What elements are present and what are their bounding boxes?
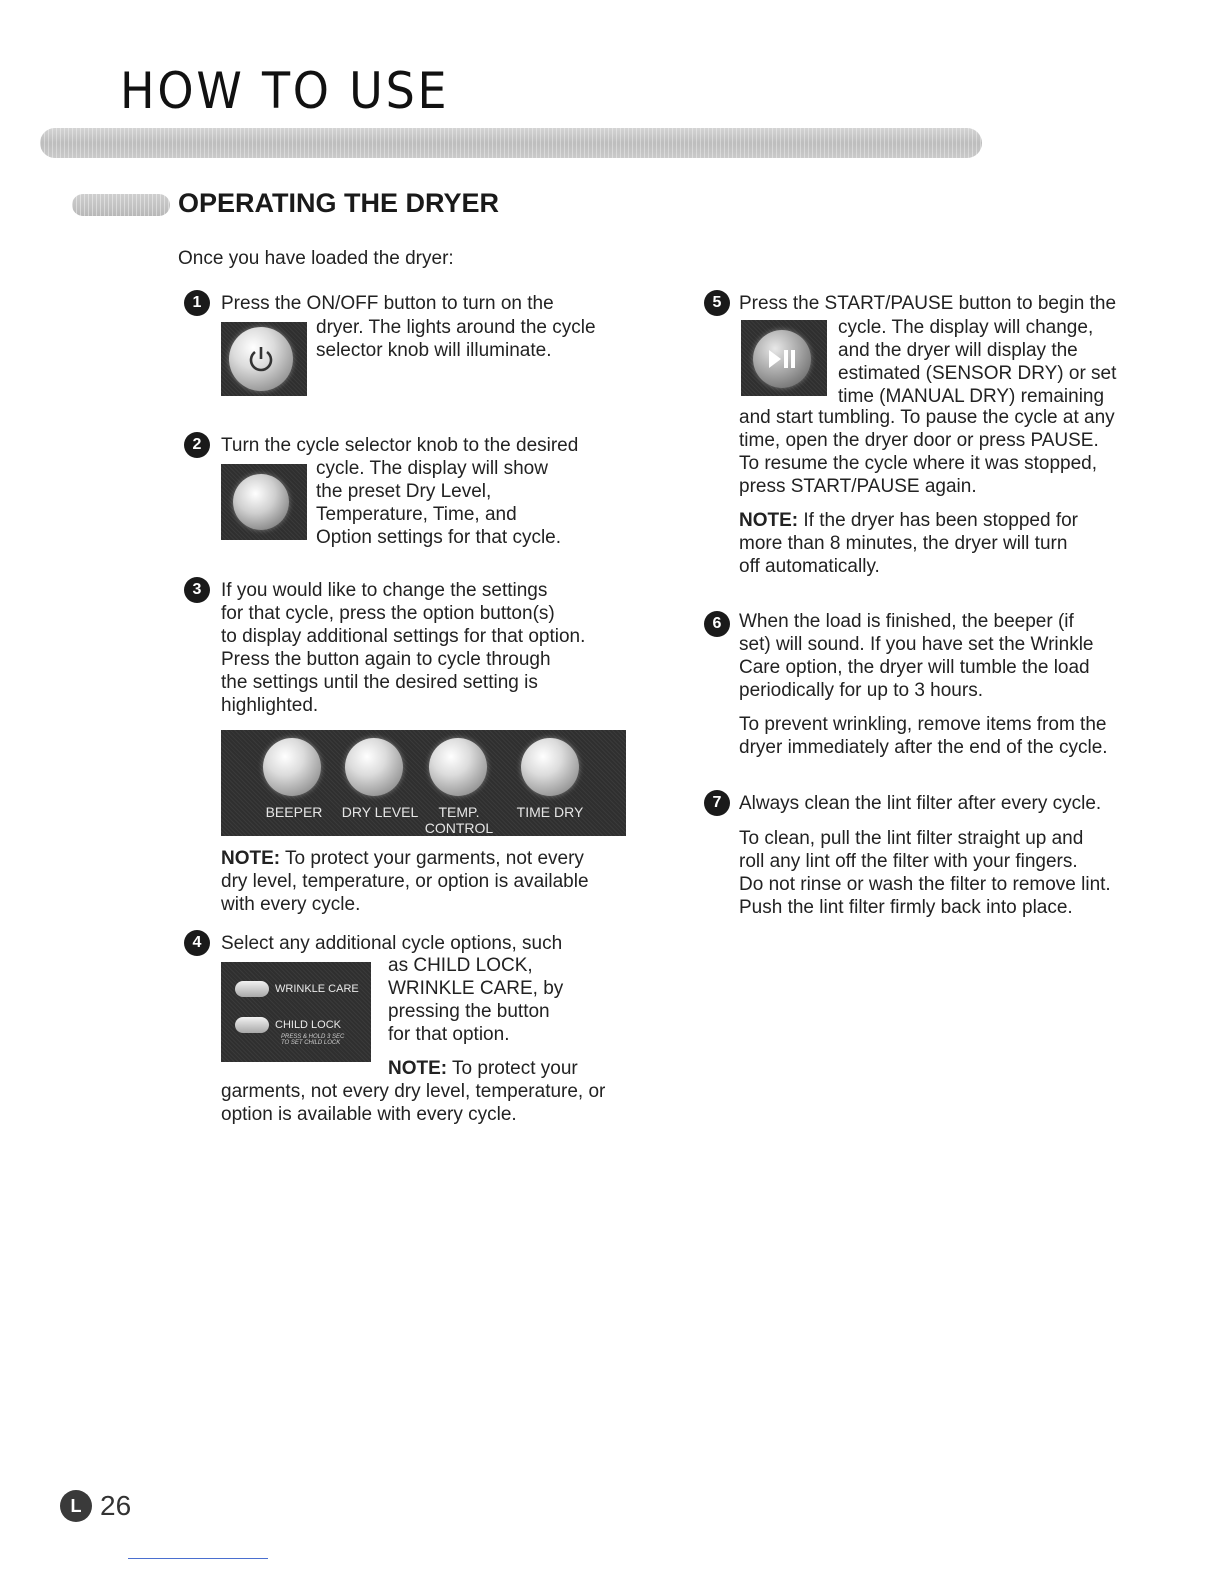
play-pause-icon (767, 348, 797, 370)
power-icon (245, 343, 277, 375)
wrinkle-care-label: WRINKLE CARE (275, 983, 359, 995)
intro-text: Once you have loaded the dryer: (178, 248, 454, 269)
step-6-para2: To prevent wrinkling, remove items from the dryer immediately after the end of the cycle. (739, 714, 1108, 758)
step-1-text: Press the ON/OFF button to turn on the (221, 293, 554, 314)
step-6-number: 6 (704, 611, 730, 637)
section-title: OPERATING THE DRYER (178, 188, 500, 218)
step-7-text: Always clean the lint filter after every cycle. (739, 793, 1102, 814)
step-2-number: 2 (184, 432, 210, 458)
step-4-note: garments, not every dry level, temperature, or option is available with every cycle. (221, 1081, 606, 1125)
step-1-wrap: dryer. The lights around the cycle selector knob will illuminate. (316, 317, 596, 361)
power-button-panel (221, 322, 307, 396)
step-4-wrap: as CHILD LOCK, WRINKLE CARE, by pressing the button for that option. (388, 955, 564, 1045)
dry-level-button (345, 738, 403, 796)
footer-rule (128, 1558, 268, 1559)
step-5-rest: and start tumbling. To pause the cycle at any time, open the dryer door or press PAUSE. To resume the cycle where it was stopped, press START/PAUSE again. (739, 407, 1115, 497)
step-4-number: 4 (184, 930, 210, 956)
step-3-note: NOTE: To protect your garments, not every dry level, temperature, or option is available with every cycle. (221, 848, 589, 915)
title-bar (40, 128, 982, 158)
step-4-note-label: NOTE: To protect your (388, 1058, 578, 1079)
lg-logo-icon: L (60, 1490, 92, 1522)
temp-control-button (429, 738, 487, 796)
options-panel (221, 962, 371, 1062)
section-pill (72, 194, 170, 216)
option-buttons-panel (221, 730, 626, 836)
wrinkle-care-button (235, 981, 269, 997)
time-dry-button (521, 738, 579, 796)
beeper-button (263, 738, 321, 796)
time-dry-label: TIME DRY (516, 804, 584, 820)
child-lock-label: CHILD LOCK (275, 1019, 342, 1031)
step-4-text: Select any additional cycle options, such (221, 933, 563, 954)
dry-level-label: DRY LEVEL (341, 804, 419, 820)
start-pause-panel (741, 320, 827, 396)
page-title: HOW TO USE (120, 62, 450, 120)
step-5-number: 5 (704, 290, 730, 316)
cycle-selector-knob (233, 474, 289, 530)
temp-control-label: TEMP. CONTROL (424, 804, 494, 836)
cycle-knob-panel (221, 464, 307, 540)
step-7-para2: To clean, pull the lint filter straight up and roll any lint off the filter with your fingers. Do not rinse or wash the filter to remove lint. Push the lint filter firmly back into place. (739, 828, 1111, 918)
step-3-text: If you would like to change the settings for that cycle, press the option button(s) to display additional settings for that option. Press the button again to cycle through the settings until the desired setting is highlighted. (221, 580, 586, 716)
page-number: 26 (100, 1490, 132, 1521)
step-6-text: When the load is finished, the beeper (if set) will sound. If you have set the Wrinkle Care option, the dryer will tumble the load periodically for up to 3 hours. (739, 611, 1094, 701)
step-5-wrap: cycle. The display will change, and the dryer will display the estimated (SENSOR DRY) or set time (MANUAL DRY) remaining (838, 317, 1117, 407)
child-lock-hint: PRESS & HOLD 3 SEC TO SET CHILD LOCK (281, 1034, 345, 1046)
step-5-note: NOTE: If the dryer has been stopped for more than 8 minutes, the dryer will turn off automatically. (739, 510, 1079, 577)
step-2-text: Turn the cycle selector knob to the desired (221, 435, 579, 456)
step-7-number: 7 (704, 790, 730, 816)
step-1-number: 1 (184, 290, 210, 316)
beeper-label: BEEPER (265, 804, 323, 820)
step-5-text: Press the START/PAUSE button to begin the (739, 293, 1117, 314)
step-3-number: 3 (184, 577, 210, 603)
child-lock-button (235, 1017, 269, 1033)
step-2-wrap: cycle. The display will show the preset Dry Level, Temperature, Time, and Option settings for that cycle. (316, 458, 562, 548)
